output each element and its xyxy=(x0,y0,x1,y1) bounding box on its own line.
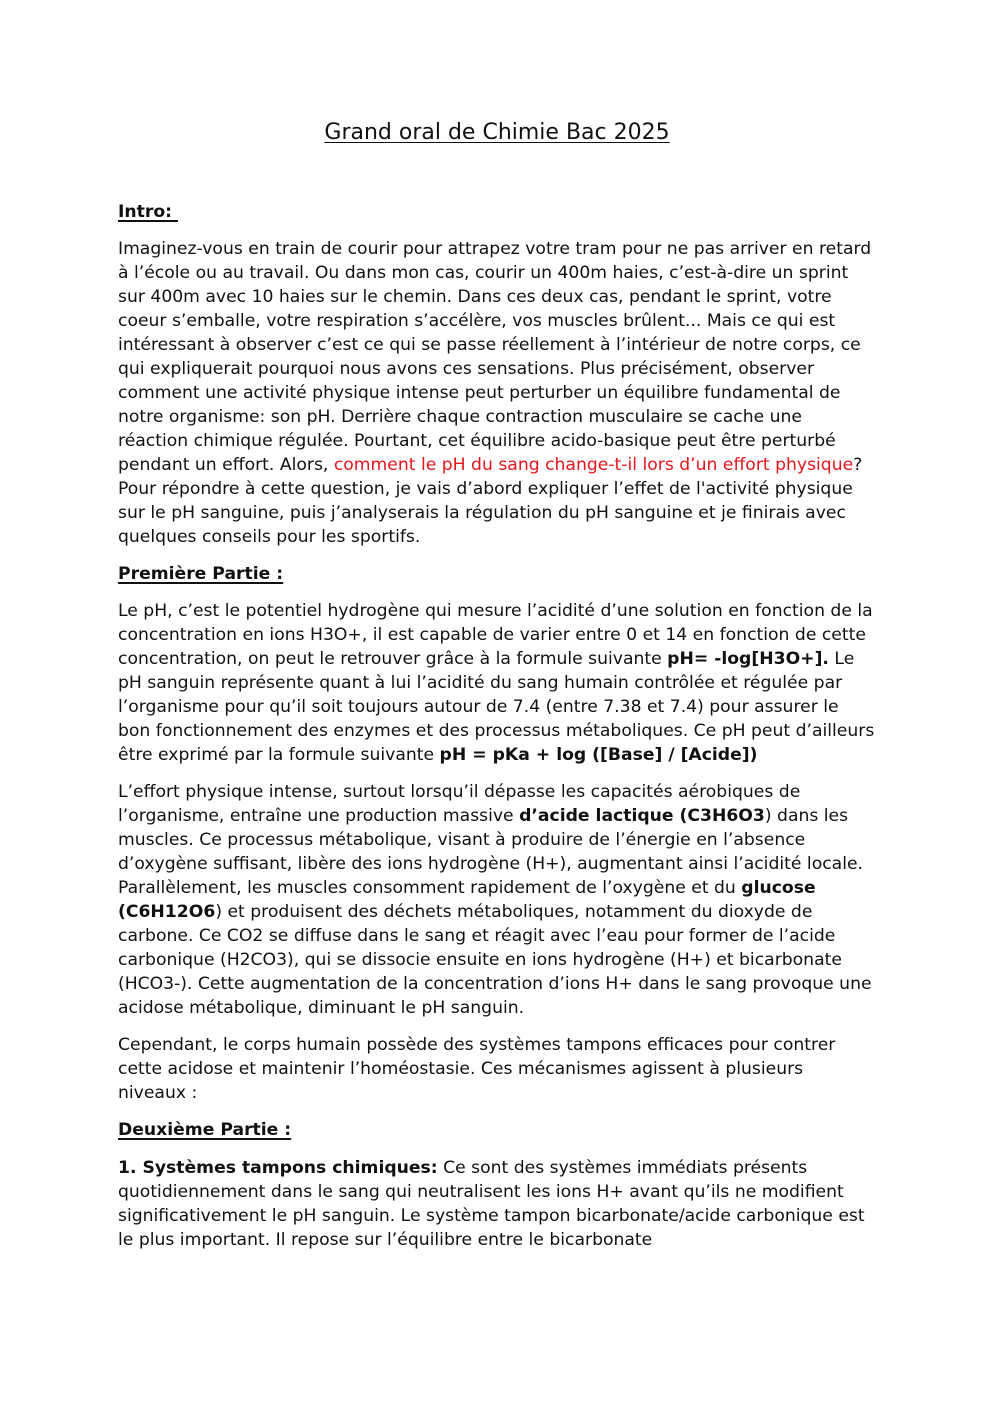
part1-paragraph-buffers: Cependant, le corps humain possède des systèmes tampons efficaces pour contrer cette acidose et maintenir l’homéostasie. Ces mécanismes agissent à plusieurs niveaux : xyxy=(118,1035,836,1103)
intro-heading: Intro: xyxy=(118,202,178,222)
part1-p2-text-c: ) et produisent des déchets métaboliques, notamment du dioxyde de carbone. Ce CO2 se diffuse dans le sang et réagit avec l’eau pour former de l’acide carbonique (H2CO3), qui se dissocie ensuite en ions hydrogène (H+) et bicarbonate (HCO3-). Cette augmentation de la concentration d’ions H+ dans le sang provoque une acidose métabolique, diminuant le pH sanguin. xyxy=(118,902,872,1018)
problem-statement: comment le pH du sang change-t-il lors d’un effort physique xyxy=(333,455,854,475)
chemical-buffers-text: Ce sont des systèmes immédiats présents quotidiennement dans le sang qui neutralisent les ions H+ avant qu’ils ne modifient significativement le pH sanguin. Le système tampon bicarbonate/acide carbonique est le plus important. Il repose sur l’équilibre entre le bicarbonate xyxy=(118,1158,865,1250)
henderson-formula: pH = pKa + log ([Base] / [Acide]) xyxy=(439,745,758,765)
intro-text-before: Imaginez-vous en train de courir pour attrapez votre tram pour ne pas arriver en retard à l’école ou au travail. Ou dans mon cas, courir un 400m haies, c’est-à-dire un sprint sur 400m avec 10 haies sur le chemin. Dans ces deux cas, pendant le sprint, votre coeur s’emballe, votre respiration s’accélère, vos muscles brûlent... Mais ce qui est intéressant à observer c’est ce qui se passe réellement à l’intérieur de notre corps, ce qui expliquerait pourquoi nous avons ces sensations. Plus précisément, observer comment une activité physique intense peut perturber un équilibre fundamental de notre organisme: son pH. Derrière chaque contraction musculaire se cache une réaction chimique régulée. Pourtant, cet équilibre acido-basique peut être perturbé pendant un effort. Alors, xyxy=(118,239,872,475)
intro-paragraph xyxy=(118,237,876,549)
part2-paragraph-chemical-buffers xyxy=(118,1156,876,1252)
glucose-term: glucose (C6H12O6 xyxy=(118,878,816,922)
part1-paragraph-effort xyxy=(118,780,876,1020)
part1-heading: Première Partie : xyxy=(118,564,284,584)
part1-p1-text-b: Le pH sanguin représente quant à lui l’acidité du sang humain contrôlée et régulée par l’organisme pour qu’il soit toujours autour de 7.4 (entre 7.38 et 7.4) pour assurer le bon fonctionnement des enzymes et des processus métaboliques. Ce pH peut d’ailleurs être exprimé par la formule suivante xyxy=(118,649,875,765)
part1-p1-text-a: Le pH, c’est le potentiel hydrogène qui mesure l’acidité d’une solution en fonction de la concentration en ions H3O+, il est capable de varier entre 0 et 14 en fonction de cette concentration, on peut le retrouver grâce à la formule suivante xyxy=(118,601,873,669)
part1-p2-text-a: L’effort physique intense, surtout lorsqu’il dépasse les capacités aérobiques de l’organisme, entraîne une production massive xyxy=(118,782,801,826)
document-page xyxy=(118,118,876,1252)
document-title: Grand oral de Chimie Bac 2025 xyxy=(324,120,670,145)
lactic-acid-term: d’acide lactique (C3H6O3 xyxy=(519,806,765,826)
ph-formula: pH= -log[H3O+]. xyxy=(667,649,829,669)
intro-text-after: ? Pour répondre à cette question, je vais d’abord expliquer l’effet de l'activité physique sur le pH sanguine, puis j’analyserais la régulation du pH sanguine et je finirais avec quelques conseils pour les sportifs. xyxy=(118,455,863,547)
part1-p2-text-b: ) dans les muscles. Ce processus métabolique, visant à produire de l’énergie en l’absence d’oxygène suffisant, libère des ions hydrogène (H+), augmentant ainsi l’acidité locale. Parallèlement, les muscles consomment rapidement de l’oxygène et du xyxy=(118,806,864,898)
chemical-buffers-title: 1. Systèmes tampons chimiques: xyxy=(118,1158,438,1178)
part2-heading: Deuxième Partie : xyxy=(118,1120,292,1140)
part1-paragraph-ph xyxy=(118,599,876,767)
